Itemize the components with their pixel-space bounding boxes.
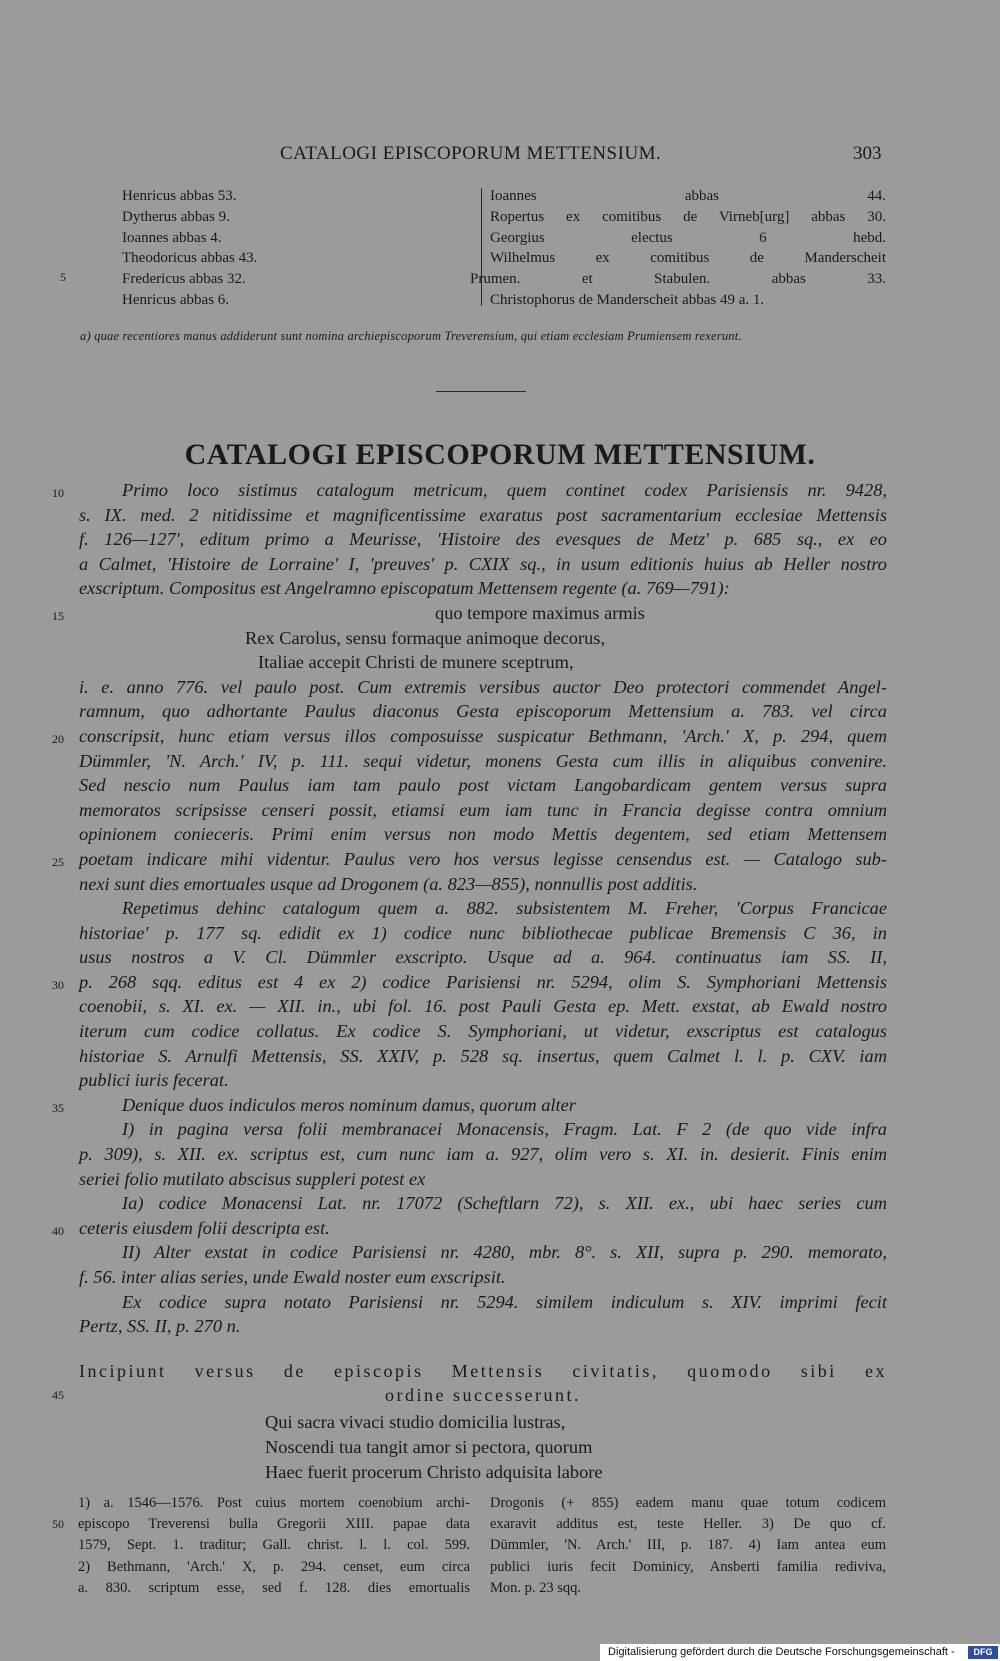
incipit-heading <box>79 1359 887 1407</box>
text-line: seriei folio mutilato abscisus suppleri potest ex <box>79 1168 426 1189</box>
list-item: Ropertus ex comitibus de Virneb[urg] abbas 30. <box>490 208 886 225</box>
footnotes <box>0 1493 1000 1603</box>
text-line: f. 126—127', editum primo a Meurisse, 'Histoire des evesques de Metz' p. 685 sq., ex eo <box>79 529 887 550</box>
verse-line: quo tempore maximus armis <box>435 602 645 623</box>
list-item: Fredericus abbas 32. <box>122 271 246 288</box>
text-line: historiae S. Arnulfi Mettensis, SS. XXIV, p. 528 sq. insertus, quem Calmet l. l. p. CXV. iam <box>79 1045 887 1066</box>
list-item: Christophorus de Manderscheit abbas 49 a. 1. <box>490 291 765 308</box>
list-item: Georgius electus 6 hebd. <box>490 229 886 246</box>
introduction-text <box>79 478 887 1339</box>
list-item: Prumen. et Stabulen. abbas 33. <box>470 271 886 288</box>
text-line: usus nostros a V. Cl. Dümmler exscripto. Usque ad a. 964. continuatus iam SS. II, <box>79 947 887 968</box>
abbots-list-left-column <box>122 186 472 311</box>
line-number: 40 <box>52 1224 64 1238</box>
text-line: p. 309), s. XII. ex. scriptus est, cum nunc iam a. 927, olim vero s. XI. in. desierit. Finis enim <box>79 1144 887 1165</box>
text-line: coenobii, s. XI. ex. — XII. in., ubi fol. 16. post Pauli Gesta ep. Mett. exstat, ab Ewald nostro <box>79 996 887 1017</box>
list-item: Henricus abbas 53. <box>122 188 237 204</box>
text-line: Pertz, SS. II, p. 270 n. <box>79 1316 241 1337</box>
abbots-list <box>0 186 1000 310</box>
text-line: conscripsit, hunc etiam versus illos composuisse suspicatur Bethmann, 'Arch.' X, p. 294, quem <box>79 725 887 746</box>
verse-line: Rex Carolus, sensu formaque animoque decorus, <box>245 627 606 648</box>
incipit-line: Incipiunt versus de episcopis Mettensis civitatis, quomodo sibi ex <box>79 1361 887 1381</box>
line-number: 50 <box>52 1517 64 1531</box>
footnote-line: Drogonis (+ 855) eadem manu quae totum codicem <box>490 1495 886 1511</box>
text-line: f. 56. inter alias series, unde Ewald noster eum exscripsit. <box>79 1267 506 1287</box>
text-line: Ex codice supra notato Parisiensi nr. 5294. similem indiculum s. XIV. imprimi fecit <box>122 1291 887 1312</box>
footnote-a: a) quae recentiores manus addiderunt sunt nomina archiepiscoporum Treverensium, qui etiam ecclesiam Prumiensem rexerunt. <box>80 329 742 343</box>
digitization-credit: Digitalisierung gefördert durch die Deutsche Forschungsgemeinschaft - <box>608 1646 955 1658</box>
verse-line: Noscendi tua tangit amor si pectora, quorum <box>265 1436 593 1457</box>
list-item: Dytherus abbas 9. <box>122 208 230 225</box>
line-number: 10 <box>52 486 64 500</box>
list-item: Ioannes abbas 44. <box>490 188 886 204</box>
verse-line: Haec fuerit procerum Christo adquisita labore <box>265 1461 603 1482</box>
footnotes-left-column <box>78 1493 470 1599</box>
text-line: p. 268 sqq. editus est 4 ex 2) codice Parisiensi nr. 5294, olim S. Symphoriani Mettensis <box>79 971 887 992</box>
incipit-line: ordine successerunt. <box>385 1385 581 1405</box>
line-number: 25 <box>52 855 64 869</box>
footnote-line: 2) Bethmann, 'Arch.' X, p. 294. censet, eum circa <box>78 1558 470 1575</box>
verse-line: Italiae accepit Christi de munere sceptrum, <box>258 652 574 673</box>
line-number: 5 <box>60 270 66 284</box>
footnote-line: a. 830. scriptum esse, sed f. 128. dies emortualis <box>78 1579 470 1596</box>
line-number: 30 <box>52 978 64 992</box>
text-line: Ia) codice Monacensi Lat. nr. 17072 (Scheftlarn 72), s. XII. ex., ubi haec series cum <box>122 1193 887 1214</box>
text-line: nexi sunt dies emortuales usque ad Drogonem (a. 823—855), nonnullis post additis. <box>79 873 698 894</box>
abbots-list-right-column <box>470 186 886 311</box>
dfg-logo-icon: DFG <box>968 1646 998 1659</box>
text-line: memoratos scripsisse censeri possit, etiamsi eum iam tunc in Francia degisse contra omnium <box>79 799 887 820</box>
running-title: CATALOGI EPISCOPORUM METTENSIUM. <box>280 143 662 164</box>
footnote-line: Dümmler, 'N. Arch.' III, p. 187. 4) Iam antea eum <box>490 1537 886 1554</box>
list-item: Ioannes abbas 4. <box>122 229 222 246</box>
running-head <box>0 143 1000 169</box>
line-number: 20 <box>52 732 64 746</box>
text-line: i. e. anno 776. vel paulo post. Cum extremis versibus auctor Deo protectori commendet Angel- <box>79 676 887 697</box>
line-number: 35 <box>52 1101 64 1115</box>
text-line: ramnum, quo adhortante Paulus diaconus Gesta episcoporum Mettensium a. 783. vel circa <box>79 701 887 722</box>
text-line: a Calmet, 'Histoire de Lorraine' I, 'preuves' p. CXIX sq., in usum editionis huius ab Heller nostro <box>79 553 887 574</box>
text-line: iterum cum codice collatus. Ex codice S. Symphoriani, ut videtur, exscriptus est catalogus <box>79 1021 887 1042</box>
verses <box>265 1410 603 1484</box>
text-line: Dümmler, 'N. Arch.' IV, p. 111. sequi videtur, monens Gesta cum illis in aliquibus convenire. <box>79 750 887 771</box>
section-title: CATALOGI EPISCOPORUM METTENSIUM. <box>184 438 816 471</box>
footnote-line: publici iuris fecit Dominicy, Ansberti familia rediviva, <box>490 1558 886 1575</box>
text-line: s. IX. med. 2 nitidissime et magnificentissime exaratus post sacramentarium ecclesiae Mettensis <box>79 504 887 525</box>
text-line: historiae' p. 177 sq. edidit ex 1) codice nunc bibliothecae publicae Bremensis C 36, in <box>79 922 887 943</box>
text-line: I) in pagina versa folii membranacei Monacensis, Fragm. Lat. F 2 (de quo vide infra <box>122 1119 887 1140</box>
text-line: Sed nescio num Paulus iam tam paulo post victam Langobardicam gentem versus supra <box>79 775 887 796</box>
list-item: Theodoricus abbas 43. <box>122 250 258 267</box>
list-item: Henricus abbas 6. <box>122 291 230 308</box>
text-line: poetam indicare mihi videntur. Paulus vero hos versus legisse censendus est. — Catalogo sub- <box>79 848 887 869</box>
text-line: Denique duos indiculos meros nominum damus, quorum alter <box>122 1094 576 1115</box>
list-item: Wilhelmus ex comitibus de Manderscheit <box>490 250 886 267</box>
footnote-line: episcopo Treverensi bulla Gregorii XIII. papae data <box>78 1516 470 1533</box>
footnote-line: 1) a. 1546—1576. Post cuius mortem coenobium archi- <box>78 1495 470 1511</box>
text-line: opinionem conieceris. Primi enim versus non modo Mettis degentem, sed etiam Mettensem <box>79 824 887 845</box>
footnote-line: 1579, Sept. 1. traditur; Gall. christ. l. l. col. 599. <box>78 1537 470 1554</box>
verse-line: Qui sacra vivaci studio domicilia lustras, <box>265 1412 566 1432</box>
text-line: exscriptum. Compositus est Angelramno episcopatum Mettensem regente (a. 769—791): <box>79 578 730 599</box>
section-separator <box>436 391 526 392</box>
footnote-line: Mon. p. 23 sqq. <box>490 1579 582 1596</box>
digitization-credit-bar <box>600 1644 1000 1661</box>
text-line: II) Alter exstat in codice Parisiensi nr. 4280, mbr. 8°. s. XII, supra p. 290. memorato, <box>122 1242 887 1263</box>
text-line: Repetimus dehinc catalogum quem a. 882. subsistentem M. Freher, 'Corpus Francicae <box>122 898 887 919</box>
text-line: publici iuris fecerat. <box>79 1070 229 1091</box>
footnotes-right-column <box>490 1493 886 1599</box>
page-number: 303 <box>853 143 882 164</box>
text-line: ceteris eiusdem folii descripta est. <box>79 1217 330 1238</box>
footnote-line: exaravit additus est, teste Heller. 3) De quo cf. <box>490 1516 886 1533</box>
text-line: Primo loco sistimus catalogum metricum, quem continet codex Parisiensis nr. 9428, <box>122 480 887 500</box>
line-number: 45 <box>52 1388 64 1402</box>
line-number: 15 <box>52 609 64 623</box>
